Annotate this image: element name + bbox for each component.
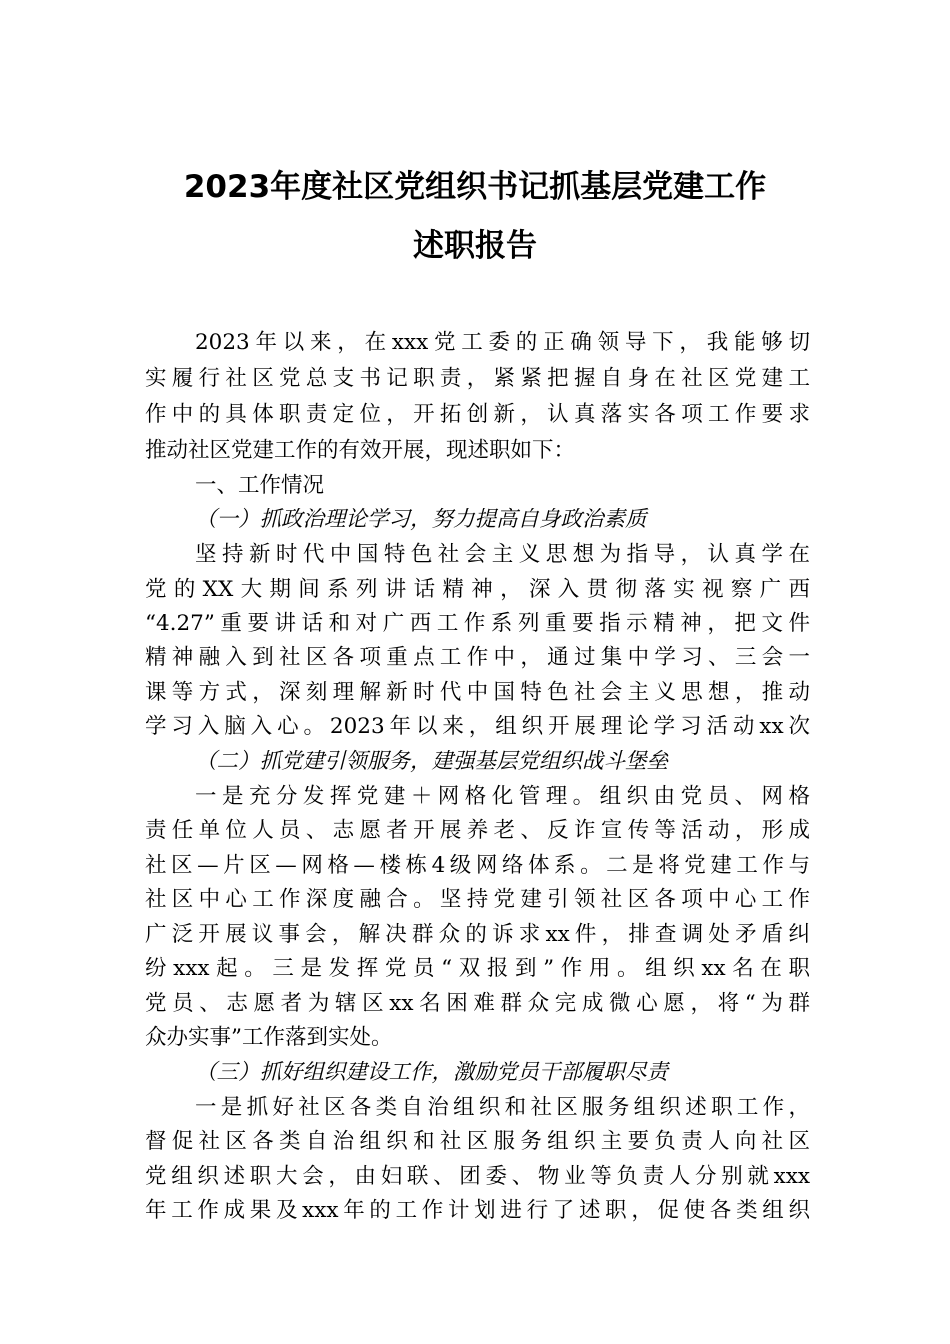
subsection-heading: （二）抓党建引领服务，建强基层党组织战斗堡垒 xyxy=(195,749,669,774)
body-line: 责任单位人员、志愿者开展养老、反诈宣传等活动，形成 xyxy=(145,818,810,843)
body-line: 精神融入到社区各项重点工作中，通过集中学习、三会一 xyxy=(145,645,810,670)
intro-line: 2023年以来，在xxx党工委的正确领导下，我能够切 xyxy=(195,330,810,355)
body-line: 一是充分发挥党建＋网格化管理。组织由党员、网格 xyxy=(195,784,810,809)
document-title-line-1: 2023年度社区党组织书记抓基层党建工作 xyxy=(183,169,767,205)
body-line: 党的XX大期间系列讲话精神，深入贯彻落实视察广西 xyxy=(145,577,810,602)
body-line: 社区—片区—网格—楼栋4级网络体系。二是将党建工作与 xyxy=(145,853,810,878)
body-line: 课等方式，深刻理解新时代中国特色社会主义思想，推动 xyxy=(145,680,810,705)
document-title-line-2: 述职报告 xyxy=(413,228,537,264)
body-line: 纷xxx起。三是发挥党员“双报到”作用。组织xx名在职 xyxy=(145,956,810,981)
subsection-heading: （三）抓好组织建设工作，激励党员干部履职尽责 xyxy=(195,1060,669,1085)
body-line: 督促社区各类自治组织和社区服务组织主要负责人向社区 xyxy=(145,1129,810,1154)
body-line: 一是抓好社区各类自治组织和社区服务组织述职工作， xyxy=(195,1095,810,1120)
body-line: 众办实事”工作落到实处。 xyxy=(145,1025,393,1050)
intro-line: 实履行社区党总支书记职责，紧紧把握自身在社区党建工 xyxy=(145,366,810,391)
body-line: 学习入脑入心。2023年以来，组织开展理论学习活动xx次 xyxy=(145,714,810,739)
body-line: 社区中心工作深度融合。坚持党建引领社区各项中心工作 xyxy=(145,887,810,912)
body-line: 年工作成果及xxx年的工作计划进行了述职，促使各类组织 xyxy=(145,1198,810,1223)
intro-line: 推动社区党建工作的有效开展，现述职如下： xyxy=(145,438,576,463)
body-line: 广泛开展议事会，解决群众的诉求xx件，排查调处矛盾纠 xyxy=(145,922,810,947)
subsection-heading: （一）抓政治理论学习，努力提高自身政治素质 xyxy=(195,507,647,532)
section-heading: 一、工作情况 xyxy=(195,473,325,498)
body-line: 党员、志愿者为辖区xx名困难群众完成微心愿，将“为群 xyxy=(145,991,810,1016)
intro-line: 作中的具体职责定位，开拓创新，认真落实各项工作要求 xyxy=(145,402,810,427)
body-line: “4.27”重要讲话和对广西工作系列重要指示精神，把文件 xyxy=(145,611,810,636)
body-line: 坚持新时代中国特色社会主义思想为指导，认真学在 xyxy=(195,542,810,567)
body-line: 党组织述职大会，由妇联、团委、物业等负责人分别就xxx xyxy=(145,1164,810,1189)
